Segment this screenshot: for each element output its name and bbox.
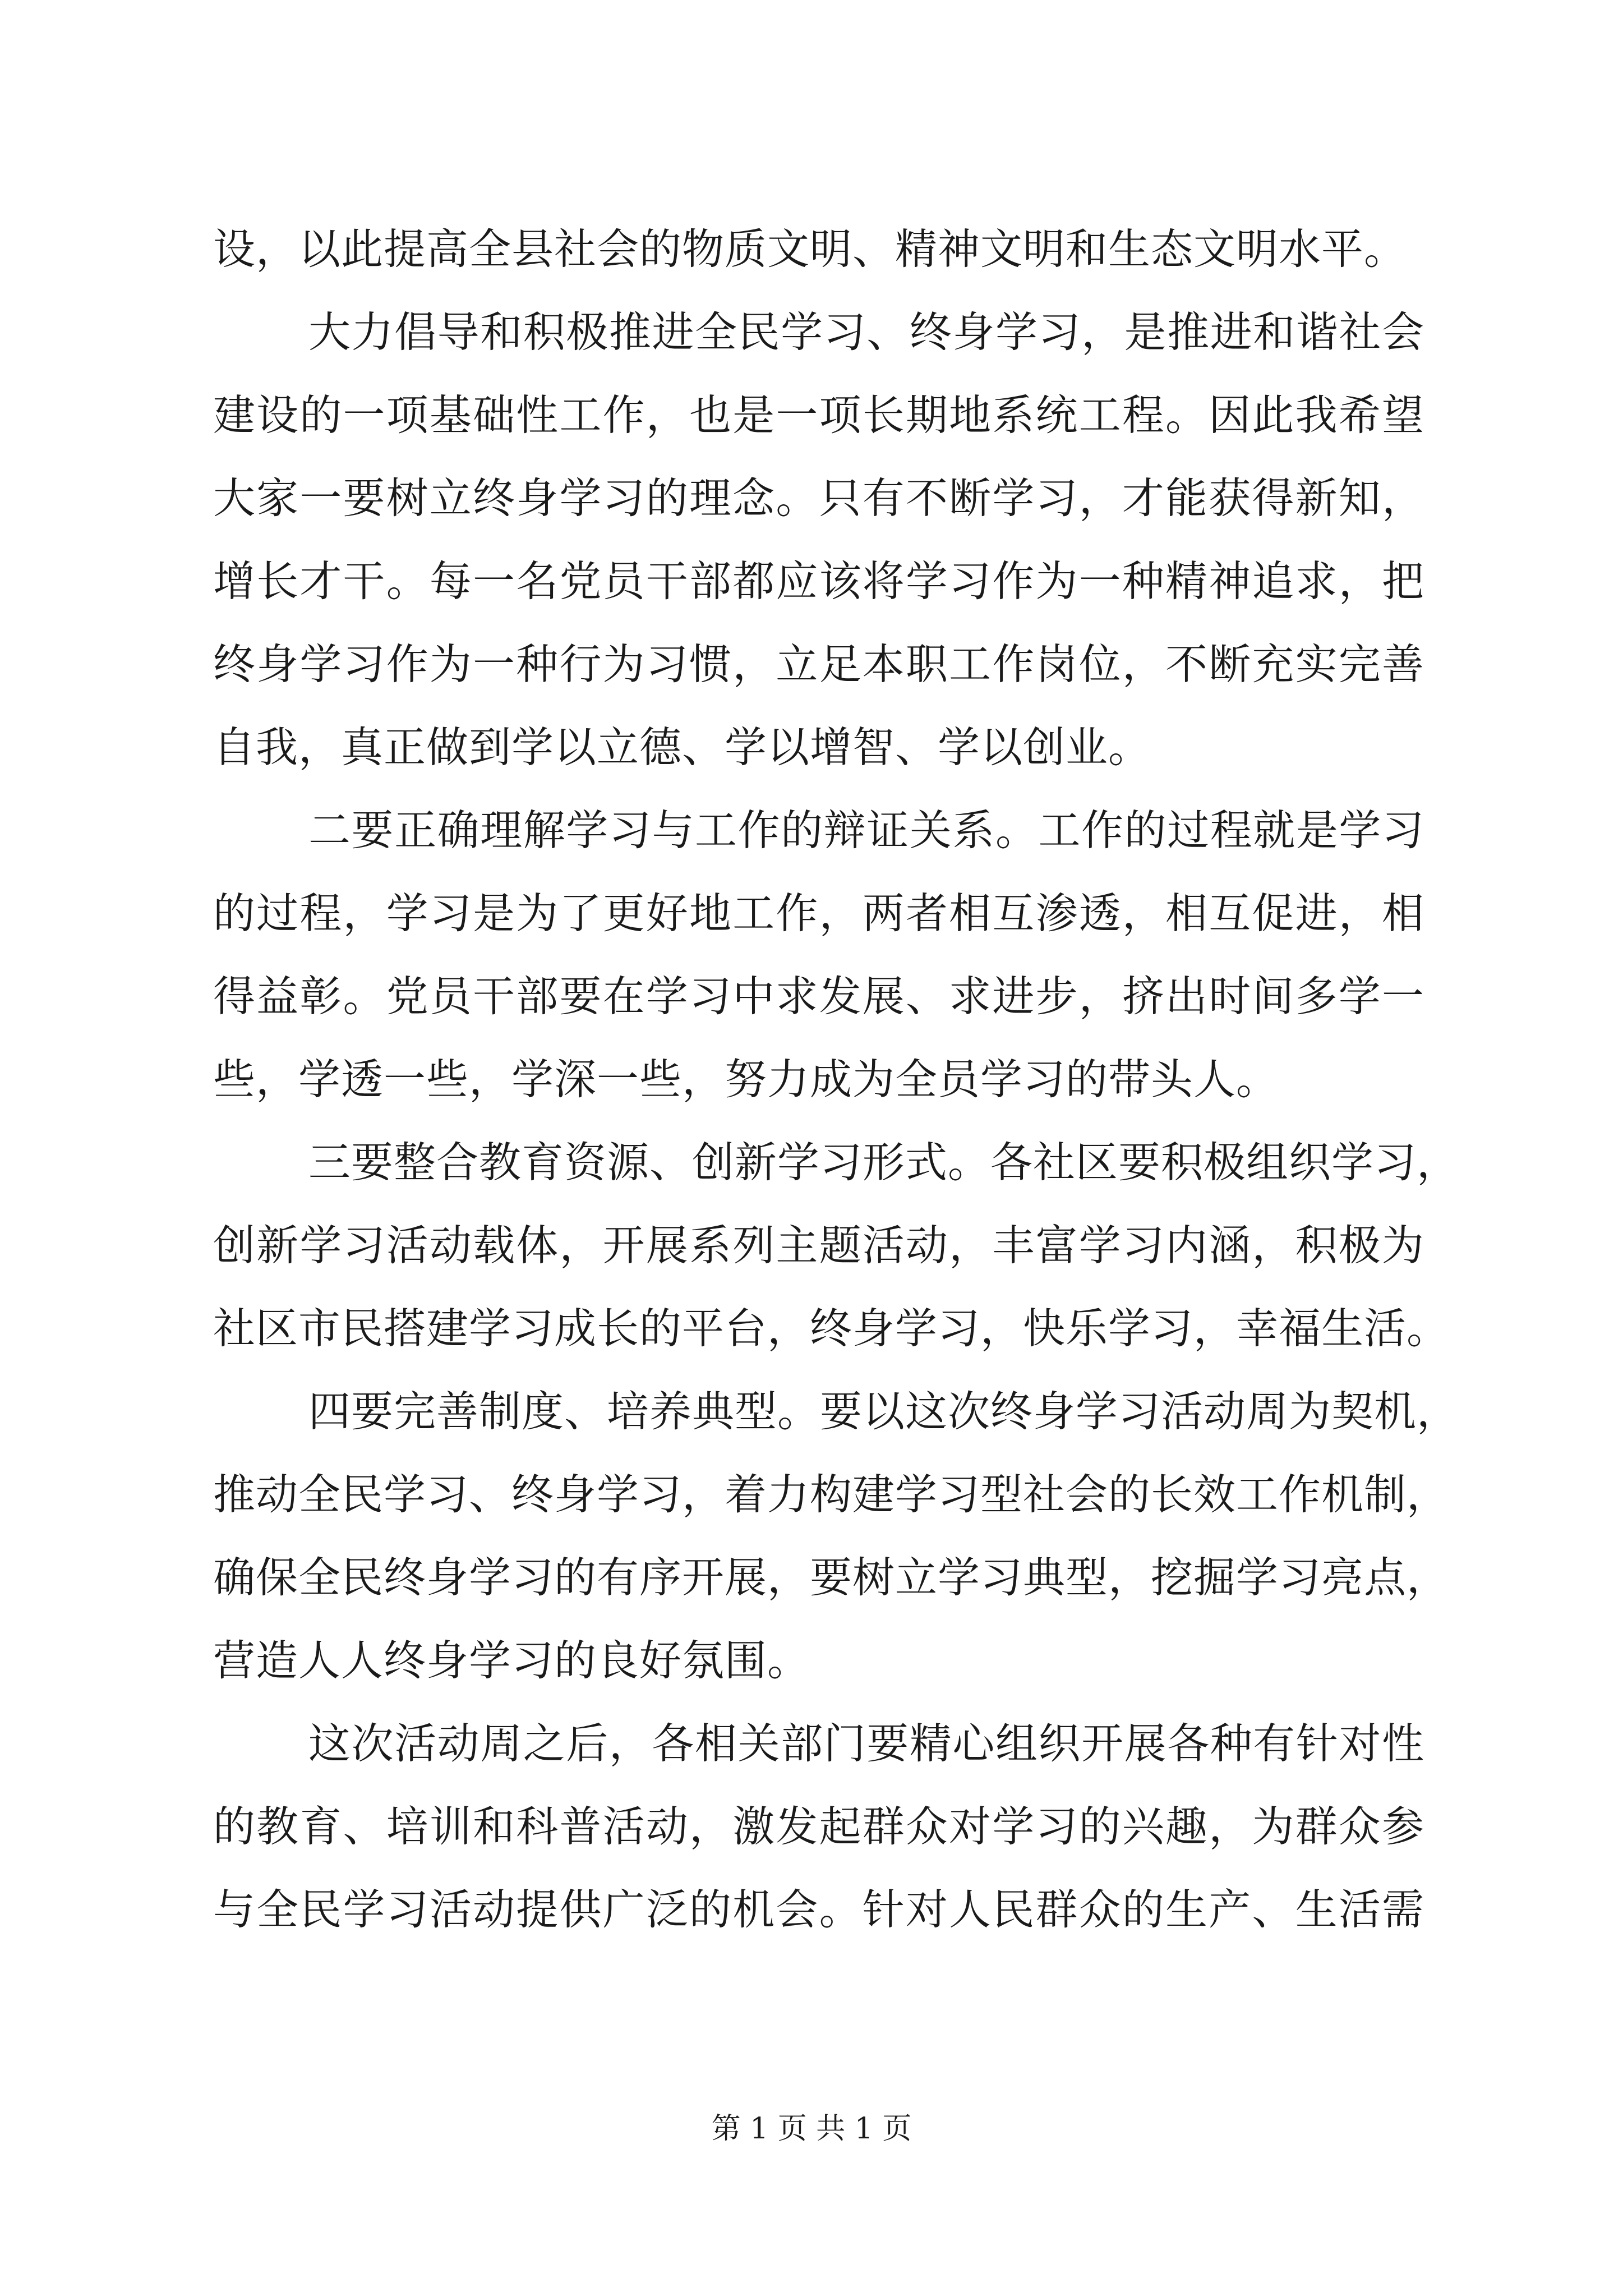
- text-line: 三要整合教育资源、创新学习形式。各社区要积极组织学习，: [308, 1138, 1460, 1187]
- text-line: 增长才干。每一名党员干部都应该将学习作为一种精神追求，把: [213, 556, 1424, 606]
- text-line: 这次活动周之后，各相关部门要精心组织开展各种有针对性: [308, 1719, 1424, 1768]
- text-line: 的过程，学习是为了更好地工作，两者相互渗透，相互促进，相: [213, 889, 1424, 938]
- text-line: 大家一要树立终身学习的理念。只有不断学习，才能获得新知，: [213, 473, 1424, 523]
- paragraph: [213, 1702, 1424, 1951]
- paragraph: [213, 1121, 1460, 1370]
- text-line: 确保全民终身学习的有序开展，要树立学习典型，挖掘学习亮点，: [213, 1553, 1450, 1602]
- text-line: 的教育、培训和科普活动，激发起群众对学习的兴趣，为群众参: [213, 1802, 1424, 1851]
- text-line: 大力倡导和积极推进全民学习、终身学习，是推进和谐社会: [308, 307, 1424, 357]
- text-line: 营造人人终身学习的良好氛围。: [213, 1636, 810, 1685]
- paragraph: [213, 291, 1424, 789]
- text-line: 些，学透一些，学深一些，努力成为全员学习的带头人。: [213, 1055, 1279, 1104]
- paragraph: [213, 1370, 1460, 1702]
- text-line: 与全民学习活动提供广泛的机会。针对人民群众的生产、生活需: [213, 1885, 1424, 1934]
- paragraph: [213, 208, 1424, 291]
- text-line: 设，以此提高全县社会的物质文明、精神文明和生态文明水平。: [213, 224, 1407, 274]
- text-line: 四要完善制度、培养典型。要以这次终身学习活动周为契机，: [308, 1387, 1460, 1436]
- text-line: 建设的一项基础性工作，也是一项长期地系统工程。因此我希望: [213, 390, 1424, 440]
- page-number-footer: 第 1 页 共 1 页: [711, 2112, 912, 2146]
- document-body: [213, 208, 1460, 1951]
- paragraph: [213, 789, 1424, 1121]
- text-line: 终身学习作为一种行为习惯，立足本职工作岗位，不断充实完善: [213, 639, 1424, 689]
- text-line: 创新学习活动载体，开展系列主题活动，丰富学习内涵，积极为: [213, 1221, 1424, 1270]
- text-line: 二要正确理解学习与工作的辩证关系。工作的过程就是学习: [308, 806, 1424, 855]
- text-line: 社区市民搭建学习成长的平台，终身学习，快乐学习，幸福生活。: [213, 1304, 1450, 1353]
- text-line: 自我，真正做到学以立德、学以增智、学以创业。: [213, 723, 1151, 772]
- text-line: 推动全民学习、终身学习，着力构建学习型社会的长效工作机制，: [213, 1470, 1450, 1519]
- text-line: 得益彰。党员干部要在学习中求发展、求进步，挤出时间多学一: [213, 972, 1424, 1021]
